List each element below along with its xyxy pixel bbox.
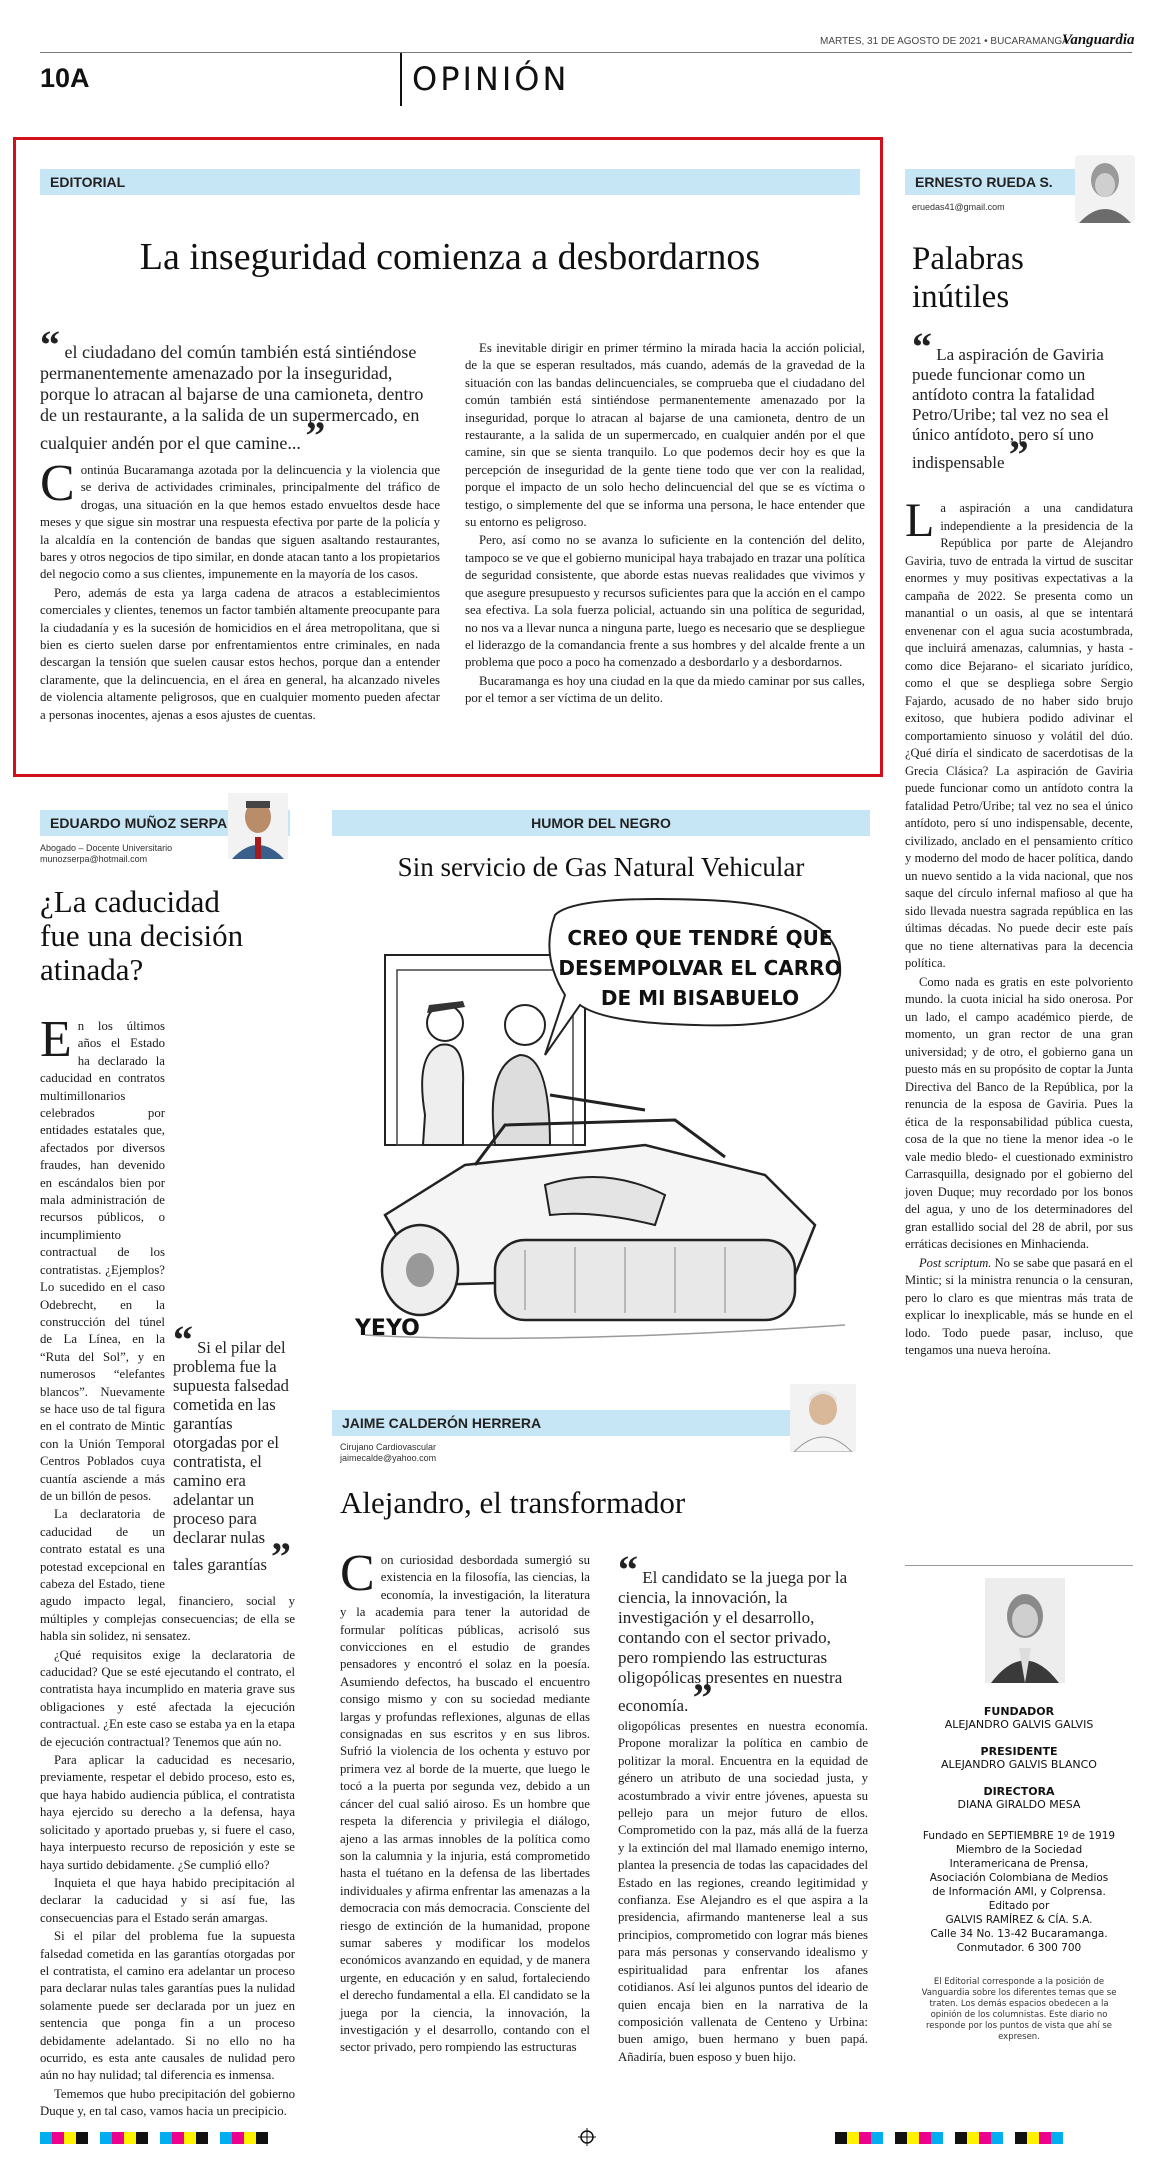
calderon-col2	[618, 1718, 868, 2067]
calderon-avatar	[790, 1384, 856, 1452]
calderon-pullquote	[618, 1547, 863, 1720]
rueda-paragraph: Post scriptum. No se sabe que pasará en el Mintic; si la ministra renuncia o la censuran, pero lo claro es que mientras más trata de explicar lo inexplicable, más se hunde en el lodo. Todo puede pasar, incluso, que tengamos una nueva heroína.	[905, 1255, 1133, 1357]
open-quote-icon: “	[618, 1547, 638, 1592]
cartoon-title: Sin servicio de Gas Natural Vehicular	[397, 852, 805, 882]
print-color-bar-right	[835, 2132, 1135, 2144]
rueda-body	[905, 494, 1133, 1361]
section-title: OPINIÓN	[412, 60, 570, 98]
cartoon-tag: HUMOR DEL NEGRO	[531, 815, 671, 831]
masthead-line: Interamericana de Prensa,	[949, 1858, 1089, 1870]
editorial-paragraph: Es inevitable dirigir en primer término la mirada hacia la acción policial, de la que se esperan resultados, más cuando, además de la gravedad de la situación con las bandas delincuenciales, se comprueba que el ciudadano del común también está sintiéndose permanentemente amenazado por la inseguridad, porque lo atracan al bajarse de una camioneta, dentro de un restaurante, a la salida de un supermercado, en cualquier andén por el que camine, sin que se sienta tranquilo. Lo que podemos decir hoy es que la percepción de inseguridad de la gente tiene todo que ver con la realidad, porque el impacto de un solo hecho delincuencial del que se es víctima o testigo, o simplemente del que se informa una persona, le hace entender que su entorno es peligroso.	[465, 341, 865, 530]
cartoon-bubble-line: DE MI BISABUELO	[600, 986, 800, 1010]
munoz-body	[40, 1011, 295, 2122]
editorial-pullquote	[40, 322, 430, 458]
calderon-title: Alejandro, el transformador	[340, 1485, 686, 1520]
munoz-title-line: fue una decisión	[40, 918, 244, 953]
masthead-line: GALVIS RAMÍREZ & CÍA. S.A.	[945, 1914, 1093, 1926]
brand-logo: Vanguardia	[1062, 32, 1135, 48]
munoz-paragraph: La declaratoria de caducidad de un contrato estatal es una potestad excepcional en cabeza del Estado, tiene agudo impacto legal, financiero, social y múltiples y complejas consecuencias; de ella se habla sin solidez, ni sensatez.	[40, 1507, 295, 1644]
registration-mark-icon	[578, 2128, 596, 2146]
munoz-title	[40, 885, 243, 987]
editorial-col1	[40, 455, 440, 725]
presidente-label: PRESIDENTE	[980, 1745, 1058, 1758]
masthead-line: Fundado en SEPTIEMBRE 1º de 1919	[922, 1830, 1116, 1842]
masthead-line: Editado por	[988, 1900, 1050, 1912]
editorial-tag-bar	[40, 169, 860, 195]
munoz-paragraph: En los últimos años el Estado ha declarado la caducidad en contratos multimillonarios celebrados por entidades estatales que, afectados por diversos fraudes, han devenido en escándalos bien por mala administración de recursos públicos, o incumplimiento contractual de los contratistas. ¿Ejemplos? Lo sucedido en el caso Odebrecht, en la construcción del túnel de La Línea, en la “Ruta del Sol”, y en numerosos “elefantes blancos”. Nuevamente se hace uso de tal figura en el contrato de Mintic con la Unión Temporal Centros Poblados cuya cuantía asciende a más de un billón de pesos.	[40, 1011, 165, 1503]
munoz-paragraph: Tememos que hubo precipitación del gobierno Duque y, en tal caso, vamos hacia un precipicio.	[40, 2086, 295, 2119]
fundador-name: ALEJANDRO GALVIS GALVIS	[944, 1718, 1094, 1731]
close-quote-icon: ”	[271, 1534, 292, 1579]
rueda-quote-text: La aspiración de Gaviria puede funcionar como un antídoto contra la fatalidad Petro/Uribe; tal vez no sea el único antídoto, pero sí uno indispensable	[912, 345, 1109, 472]
munoz-quote-text: Si el pilar del problema fue la supuesta falsedad cometida en las garantías otorgadas por el contratista, el camino era adelantar un proceso para declarar nulas tales garantías	[173, 1338, 289, 1574]
print-color-bar-left	[40, 2132, 340, 2144]
masthead-line: de Información AMI, y Colprensa.	[932, 1886, 1106, 1898]
editorial-quote-text: el ciudadano del común también está sintiéndose permanentemente amenazado por la inseguridad, porque lo atracan al bajarse de una camioneta, dentro de un restaurante, a la salida de un supermercado, en cualquier andén por el que camine...	[40, 342, 424, 453]
close-quote-icon: ”	[1008, 432, 1029, 477]
masthead-line: Calle 34 No. 13-42 Bucaramanga.	[930, 1928, 1108, 1940]
calderon-role-text: Cirujano Cardiovascular	[340, 1442, 437, 1452]
directora-name: DIANA GIRALDO MESA	[957, 1798, 1081, 1811]
calderon-paragraph: oligopólicas presentes en nuestra economía. Propone moralizar la política en cambio de politizar la moral. Encuentra en la equidad de género un atributo de una sociedad justa, y acostumbrado a vivir entre jóvenes, apuesta su pellejo para un mejor futuro de ellos. Comprometido con la paz, más allá de la fuerza y la extinción del mal llamado enemigo interno, plantea la presencia de todas las capacidades del Estado en las regiones, creando legitimidad y confianza. Ese Alejandro es el que aspira a la presidencia, afirmando mantenerse leal a sus principios, comprometido con lograr más bienes para más personas y conservando idealismo y espiritualidad para enfrentar los afanes cotidianos. Así lei algunos puntos del ideario de quien encaja bien en la narrativa de la composición vallenata de Centeno y Urbina: buen amigo, buen hermano y buen papá. Añadiría, buen esposo y buen hijo.	[618, 1719, 868, 2064]
editorial-paragraph: Pero, además de esta ya larga cadena de atracos a establecimientos comerciales y clientes, tenemos un factor también altamente preocupante para la ciudadanía y es la sucesión de homicidios en el área metropolitana, que si bien es cierto suelen darse por enfrentamientos entre criminales, en nada descargan la tensión que suelen causar estos hechos, porque dan a entender claramente, que la delincuencia, en el área en general, ha alcanzado niveles de violencia altamente peligrosos, que en cualquier momento pueden afectar a personas inocentes, ajenas a esos ajustes de cuentas.	[40, 585, 440, 722]
editorial-tag: EDITORIAL	[50, 174, 126, 190]
munoz-pullquote	[173, 1317, 295, 1579]
cartoon-image	[345, 895, 865, 1360]
open-quote-icon: “	[912, 324, 932, 369]
munoz-role	[40, 843, 172, 865]
munoz-paragraph: Si el pilar del problema fue la supuesta falsedad cometida en las garantías otorgadas por el contratista, el camino era adelantar un proceso para declarar nulas tales garantías pues la nulidad solamente puede ser declarada por un juez en sentencia que ponga fin a un proceso debidamente adelantado. Si no ello no ha ocurrido, es esta ante causales de nulidad pero aún no hay nulidad; tal diferencia es inmensa.	[40, 1929, 295, 2083]
munoz-role-text: Abogado – Docente Universitario	[40, 843, 173, 853]
munoz-paragraph: ¿Qué requisitos exige la declaratoria de caducidad? Que se esté ejecutando el contrato, el contratista haya incumplido en materia grave sus obligaciones y esté afectada la ejecución contractual. ¿En este caso se estaba ya en la etapa de ejecución contractual? Tenemos que aún no.	[40, 1647, 295, 1749]
munoz-author: EDUARDO MUÑOZ SERPA	[50, 815, 228, 831]
directora-label: DIRECTORA	[983, 1785, 1055, 1798]
cartoon-signature: YEYO	[355, 1316, 420, 1341]
open-quote-icon: “	[173, 1317, 193, 1362]
presidente-name: ALEJANDRO GALVIS BLANCO	[941, 1758, 1097, 1771]
masthead-rule	[905, 1565, 1133, 1566]
rueda-avatar	[1075, 155, 1135, 223]
rueda-pullquote	[912, 324, 1132, 477]
editorial-paragraph: Pero, así como no se avanza lo suficiente en la contención del delito, tampoco se ve que el gobierno municipal haya trabajado en trazar una política de seguridad consistente, que aborde estas nuevas realidades que vivimos y que asegure presupuesto y recursos suficientes para que la acción en el campo sea efectiva. La sola fuerza policial, actuando sin una política de seguridad, no nos va a llevar nunca a ninguna parte, luego es necesario que se despliegue el liderazgo de la comandancia frente a sus hombres y del alcalde frente a un problema que poco a poco ha comenzado a desbordarlo y a desbordarnos.	[465, 533, 865, 670]
calderon-dropcap: C	[340, 1545, 375, 1602]
masthead	[905, 1705, 1133, 2043]
masthead-logo	[985, 1578, 1065, 1683]
rueda-email: eruedas41@gmail.com	[912, 202, 1005, 212]
rueda-paragraph: Como nada es gratis en este polvoriento mundo. la cuota inicial ha sido onerosa. Por un lado, el campo académico pierde, de momento, un gran rector de una gran universidad; y de otro, el gobierno gana un puesto más en su propósito de coptar la Junta Directiva del Banco de la República, por la renuncia de la esposa de Gaviria. Pues la ética de la responsabilidad pública cuesta, cosa de la que no tiene la menor idea -o le vale medio bledo- el cuestionado exministro Carrasquilla, designado por el gobierno del joven Duque; muy recordado por los bonos del agua, y uno de los determinadores del gran estallido social del 28 de abril, por sus erráticas decisiones en Minhacienda.	[905, 974, 1133, 1251]
calderon-role	[340, 1442, 436, 1464]
rueda-title	[912, 240, 1024, 316]
calderon-col1	[340, 1545, 590, 2058]
munoz-title-line: atinada?	[40, 952, 144, 987]
close-quote-icon: ”	[305, 413, 326, 458]
munoz-paragraph: Inquieta el que haya habido precipitación al declarar la caducidad y si así fue, las consecuencias para el Estado serán amargas.	[40, 1875, 295, 1925]
close-quote-icon: ”	[692, 1675, 713, 1720]
calderon-quote-text: El candidato se la juega por la ciencia, la innovación, la investigación y el desarrollo, contando con el sector privado, pero rompiendo las estructuras oligopólicas presentes en nuestra economía.	[618, 1568, 848, 1715]
calderon-email: jaimecalde@yahoo.com	[340, 1453, 437, 1463]
calderon-tag-bar	[332, 1410, 812, 1436]
header-divider	[400, 52, 402, 106]
rueda-title-line: inútiles	[912, 279, 1010, 315]
munoz-title-line: ¿La caducidad	[40, 884, 220, 919]
rueda-author: ERNESTO RUEDA S.	[915, 174, 1053, 190]
calderon-author: JAIME CALDERÓN HERRERA	[342, 1415, 542, 1431]
calderon-paragraph: Con curiosidad desbordada sumergió su existencia en la filosofía, las ciencias, la economía, la investigación, la literatura y la academia para tener la autoridad de formular políticas públicas, acrisoló sus convicciones en el estudio de grandes pensadores y encontró el solaz en la poesía. Asumiendo defectos, ha buscado el encuentro consigo mismo y con su sociedad mediante largas y profundas reflexiones, algunas de ellas consignadas en sus escritos y en sus libros. Sufrió la violencia de los ochenta y estuvo por primera vez al borde de la muerte, que luego le tocó a la puerta por segunda vez, debido a un cáncer del cual salió airoso. Es un hombre que respeta la diferencia y privilegia el diálogo, ajeno a las armas innobles de la política como son la calumnia y la injuria, está comprometido hasta el tuétano en la defensa de las libertades individuales y afirma enfrentar las amenazas a la democracia con más democracia. Consciente del riesgo de extinción de la humanidad, propone sumar saberes y modificar los modelos económicos avanzando en equidad, y de manera urgente, en educación y en salud, fortaleciendo el derecho fundamental a ella. El candidato se la juega por la ciencia, la innovación, la investigación y el desarrollo, contando con el sector privado, pero rompiendo las estructuras	[340, 1545, 590, 2055]
cartoon-bubble-line: DESEMPOLVAR EL CARRO	[558, 956, 842, 980]
rueda-tag-bar	[905, 169, 1075, 195]
editorial-paragraph: Bucaramanga es hoy una ciudad en la que da miedo caminar por sus calles, por el temor a ser víctima de un delito.	[465, 673, 865, 706]
dateline-text: MARTES, 31 DE AGOSTO DE 2021 • BUCARAMANGA	[820, 36, 1069, 47]
rueda-title-line: Palabras	[912, 241, 1024, 277]
munoz-email: munozserpa@hotmail.com	[40, 854, 148, 864]
cartoon-tag-bar	[332, 810, 870, 836]
masthead-line: Asociación Colombiana de Medios	[929, 1872, 1109, 1884]
editorial-paragraph: Continúa Bucaramanga azotada por la delincuencia y la violencia que se deriva de actividades criminales, principalmente del tráfico de drogas, una situación en la que hemos estado envueltos desde hace meses y que sigue sin mostrar una respuesta efectiva por parte de la policía y la alcaldía en la contención de bandas que siguen asaltando restaurantes, bares y otros negocios de tipo similar, en donde atacan tanto a los propietarios del negocio como a sus clientes, impunemente en la mayoría de los casos.	[40, 455, 440, 582]
munoz-avatar	[228, 793, 288, 859]
page-number: 10A	[40, 63, 90, 93]
masthead-note: El Editorial corresponde a la posición de Vanguardia sobre los diferentes temas que se traten. Los demás espacios obedecen a la opinión de los columnistas. Este diario no responde por los puntos de vista que ahí se expresen.	[921, 1977, 1117, 2042]
editorial-title: La inseguridad comienza a desbordarnos	[139, 236, 761, 278]
fundador-label: FUNDADOR	[983, 1705, 1055, 1718]
rueda-paragraph: La aspiración a una candidatura independiente a la presidencia de la República por parte de Alejandro Gaviria, tuvo de entrada la virtud de suscitar enormes y muy positivas expectativas a la campaña de 2022. Se presenta como un manantial o un oasis, al que se intentará envenenar con el agua sucia acostumbrada, que incluirá amenazas, calumnias, y hasta -como dice Bejarano- el sicariato jurídico, como el que se despliega sobre Sergio Fajardo, acusado de no haber sido brujo exitoso, que hubiera podido adivinar el comportamiento sinuoso y volátil del dúo. ¿Qué diría el sindicato de sacerdotisas de la Grecia Clásica? La aspiración de Gaviria puede funcionar como un antídoto contra la fatalidad Petro/Uribe; tal vez no sea el único antídoto, pero sí uno indispensable, decente, civilizado, anclado en el pensamiento crítico y moderno del modo de hacer política, dando un nuevo sentido a la vida nacional, que nos saque del círculo infernal mafioso al que ha sido llevada nuestra sagrada república en las últimas décadas. No puede decir este país que no tiene alternativas para la decencia política.	[905, 494, 1133, 970]
header-rule	[40, 52, 1132, 53]
cartoon-bubble-line: CREO QUE TENDRÉ QUE	[567, 926, 833, 950]
masthead-line: Miembro de la Sociedad	[955, 1844, 1083, 1856]
editorial-col2	[465, 340, 865, 709]
editorial-dropcap: C	[40, 455, 75, 512]
header-dateline	[820, 36, 1080, 47]
rueda-dropcap: L	[905, 494, 935, 547]
munoz-dropcap: E	[40, 1011, 72, 1068]
munoz-paragraph: Para aplicar la caducidad es necesario, previamente, respetar el debido proceso, esto es, que haya habido audiencia pública, el contratista haya ejercido su derecho a la defensa, haya solicitado y aportado pruebas y, si fuere el caso, haya interpuesto recurso de reposición y este se haya surtido debidamente. ¿Se cumplió ello?	[40, 1753, 295, 1872]
open-quote-icon: “	[40, 322, 60, 367]
masthead-line: Conmutador. 6 300 700	[956, 1942, 1082, 1954]
